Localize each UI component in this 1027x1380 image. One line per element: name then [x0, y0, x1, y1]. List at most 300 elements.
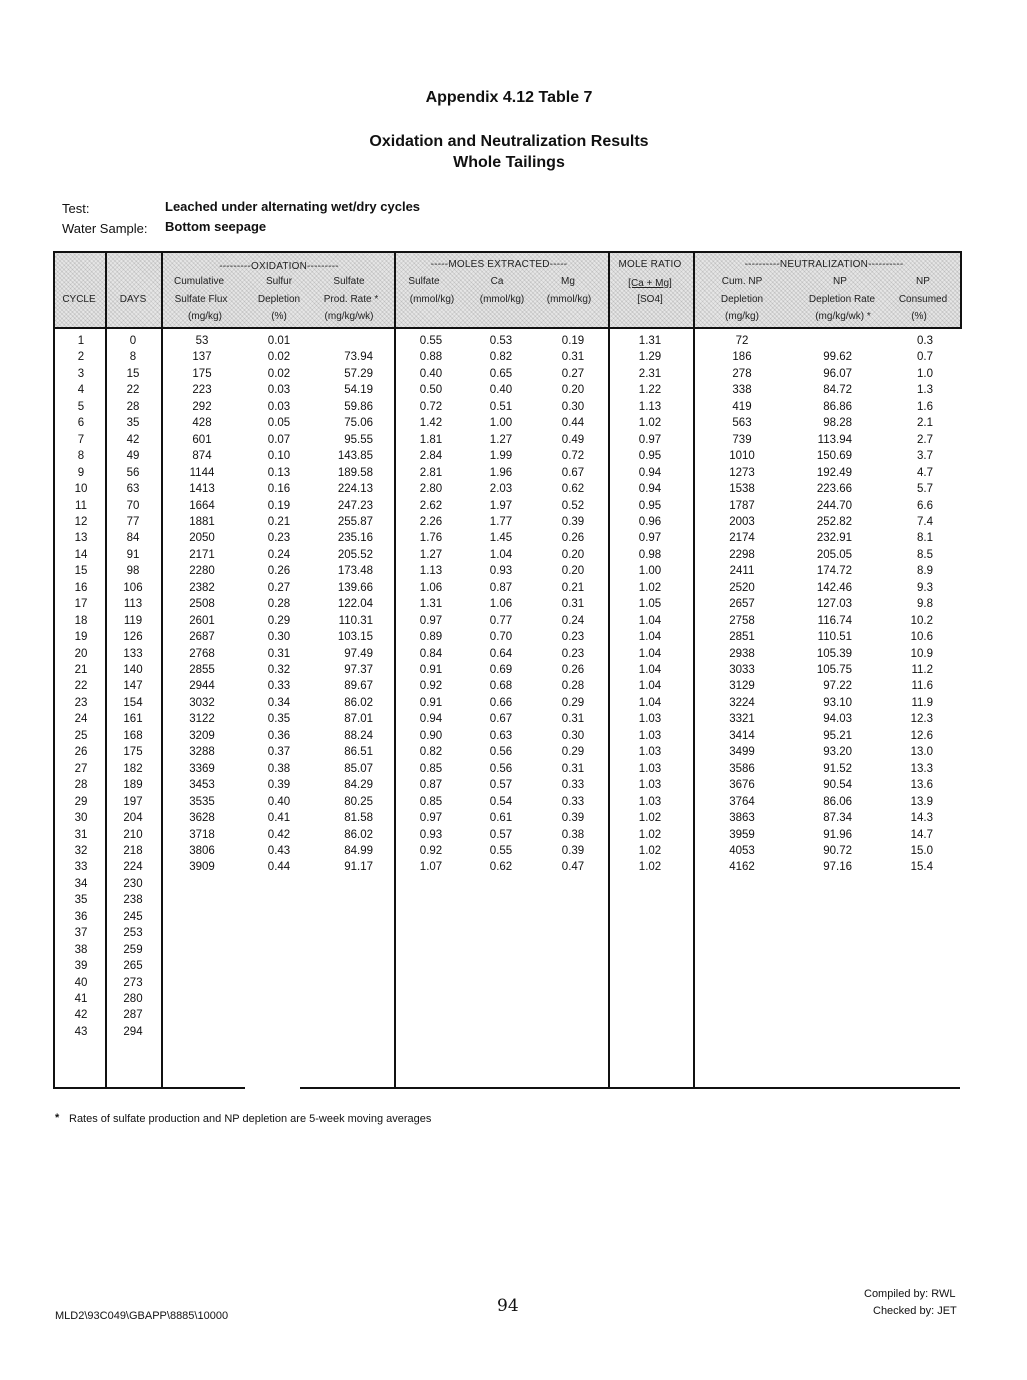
cell-moles-mg: 0.33 [561, 779, 585, 792]
cell-moles-ca: 0.67 [489, 713, 513, 726]
cell-cum-sulfate-flux: 2171 [189, 548, 215, 561]
cell-np-depletion-rate: 223.66 [816, 483, 852, 496]
cell-sulfate-prod-rate: 84.99 [344, 844, 373, 857]
cell-sulfur-depletion: 0.02 [267, 367, 291, 380]
cell-np-depletion-rate: 86.06 [823, 795, 852, 808]
cell-sulfate-prod-rate: 89.67 [344, 680, 373, 693]
cell-np-consumed: 11.2 [911, 664, 933, 676]
cell-moles-ca: 0.54 [489, 795, 513, 808]
cell-moles-sulfate: 0.97 [419, 614, 443, 627]
cell-moles-mg: 0.44 [561, 417, 585, 430]
cell-np-consumed: 1.0 [917, 367, 933, 380]
cell-mole-ratio: 1.04 [638, 696, 662, 709]
cell-cycle: 30 [74, 812, 88, 825]
cell-cum-np-depletion: 3499 [729, 746, 755, 759]
table-row [53, 894, 962, 910]
cell-cum-sulfate-flux: 3628 [189, 812, 215, 825]
cell-mole-ratio: 1.13 [638, 400, 662, 413]
col-moles-sulfate-line1: Sulfate [408, 276, 440, 287]
table-row [53, 861, 962, 877]
cell-moles-sulfate: 1.81 [419, 433, 443, 446]
cell-cycle: 41 [74, 993, 88, 1005]
cell-cum-sulfate-flux: 3535 [189, 795, 215, 808]
cell-cycle: 7 [77, 433, 85, 446]
cell-cycle: 10 [74, 483, 88, 496]
cell-sulfate-prod-rate: 189.58 [337, 466, 373, 479]
cell-np-consumed: 13.6 [910, 779, 933, 792]
table-row [53, 713, 962, 729]
cell-cum-np-depletion: 1273 [729, 466, 755, 479]
cell-sulfur-depletion: 0.29 [267, 614, 291, 627]
cell-np-depletion-rate: 97.22 [823, 680, 852, 693]
cell-cum-sulfate-flux: 2280 [189, 565, 215, 578]
table-row [53, 779, 962, 795]
cell-sulfur-depletion: 0.37 [267, 746, 291, 759]
cell-cum-sulfate-flux: 2687 [189, 631, 215, 644]
cell-sulfur-depletion: 0.03 [267, 384, 291, 397]
cell-mole-ratio: 1.04 [638, 631, 662, 644]
cell-moles-mg: 0.67 [561, 466, 585, 479]
appendix-title: Appendix 4.12 Table 7 [425, 89, 593, 106]
cell-mole-ratio: 1.02 [638, 417, 662, 430]
cell-days: 168 [123, 729, 143, 742]
col-ratio-numerator: [Ca + Mg] [628, 278, 672, 289]
header-top-rule [53, 251, 962, 253]
cell-mole-ratio: 1.04 [638, 680, 662, 693]
cell-sulfur-depletion: 0.26 [267, 565, 291, 578]
cell-cum-np-depletion: 278 [732, 367, 752, 380]
cell-cum-sulfate-flux: 1413 [189, 483, 215, 496]
cell-moles-sulfate: 0.97 [419, 812, 443, 825]
table-row [53, 845, 962, 861]
table-row [53, 434, 962, 450]
cell-moles-ca: 0.64 [489, 647, 513, 660]
cell-np-consumed: 11.9 [911, 696, 933, 709]
table-bottom-rule [53, 1087, 245, 1089]
cell-moles-ca: 0.65 [489, 367, 513, 380]
col-moles-mg-line2: (mmol/kg) [546, 294, 592, 305]
cell-cum-np-depletion: 1787 [729, 499, 755, 512]
cell-mole-ratio: 1.03 [638, 762, 662, 775]
cell-moles-mg: 0.39 [561, 515, 585, 528]
cell-days: 133 [123, 647, 143, 660]
cell-cycle: 19 [74, 631, 88, 644]
cell-np-consumed: 15.0 [910, 844, 933, 857]
cell-moles-sulfate: 0.91 [419, 696, 443, 709]
cell-cum-np-depletion: 2411 [729, 565, 755, 578]
cell-cum-np-depletion: 563 [732, 417, 752, 430]
cell-cum-np-depletion: 2851 [729, 631, 755, 644]
cell-moles-sulfate: 0.40 [419, 367, 443, 380]
cell-cum-sulfate-flux: 3122 [189, 713, 215, 726]
cell-cum-sulfate-flux: 3718 [189, 828, 215, 841]
cell-days: 56 [126, 466, 140, 479]
cell-cycle: 20 [74, 647, 88, 660]
cell-moles-sulfate: 0.92 [419, 844, 443, 857]
cell-np-consumed: 1.6 [917, 400, 933, 413]
cell-np-consumed: 9.3 [917, 581, 933, 594]
table-row [53, 993, 962, 1009]
cell-sulfur-depletion: 0.30 [267, 631, 291, 644]
cell-moles-mg: 0.29 [561, 696, 585, 709]
cell-moles-mg: 0.33 [561, 795, 585, 808]
cell-moles-ca: 0.57 [489, 828, 513, 841]
cell-sulfate-prod-rate: 247.23 [337, 499, 373, 512]
cell-sulfate-prod-rate: 87.01 [344, 713, 373, 726]
cell-sulfur-depletion: 0.40 [267, 795, 291, 808]
table-row [53, 927, 962, 943]
cell-cycle: 21 [74, 664, 88, 676]
cell-cycle: 33 [74, 861, 88, 874]
cell-moles-mg: 0.21 [561, 581, 585, 594]
cell-days: 49 [126, 450, 140, 463]
cell-days: 8 [129, 351, 137, 364]
cell-mole-ratio: 0.95 [638, 499, 662, 512]
table-bottom-rule [300, 1087, 960, 1089]
cell-moles-sulfate: 0.85 [419, 762, 443, 775]
cell-sulfur-depletion: 0.39 [267, 779, 291, 792]
table-row [53, 549, 962, 565]
cell-sulfate-prod-rate: 91.17 [344, 861, 373, 874]
table-row [53, 960, 962, 976]
cell-cum-sulfate-flux: 428 [192, 417, 212, 430]
cell-sulfate-prod-rate: 81.58 [344, 812, 373, 825]
col-sulfate-prod-unit: (mg/kg/wk) [324, 311, 374, 322]
table-row [53, 878, 962, 894]
cell-np-depletion-rate: 113.94 [817, 433, 852, 446]
cell-moles-mg: 0.49 [561, 433, 585, 446]
cell-sulfate-prod-rate: 205.52 [337, 548, 373, 561]
cell-mole-ratio: 1.04 [638, 614, 662, 627]
col-cum-sulfate-line1: Cumulative [173, 276, 225, 287]
cell-cycle: 34 [74, 877, 88, 890]
cell-moles-sulfate: 0.50 [419, 384, 443, 397]
table-row [53, 796, 962, 812]
cell-days: 280 [123, 993, 143, 1005]
cell-days: 119 [123, 614, 143, 627]
cell-moles-mg: 0.39 [561, 844, 585, 857]
cell-days: 287 [123, 1009, 143, 1022]
cell-np-depletion-rate: 105.75 [816, 664, 852, 676]
cell-cycle: 4 [77, 384, 85, 397]
cell-cum-np-depletion: 3959 [729, 828, 755, 841]
footnote-marker: * [55, 1112, 60, 1124]
cell-mole-ratio: 1.04 [638, 664, 662, 676]
cell-cum-np-depletion: 4053 [729, 844, 755, 857]
cell-days: 189 [123, 779, 143, 792]
cell-cum-sulfate-flux: 223 [192, 384, 212, 397]
cell-np-depletion-rate: 90.72 [823, 844, 852, 857]
cell-cycle: 35 [74, 894, 88, 907]
footnote-text: Rates of sulfate production and NP depletion are 5-week moving averages [69, 1113, 432, 1125]
cell-np-depletion-rate: 94.03 [823, 713, 852, 726]
cell-cum-np-depletion: 2657 [729, 598, 755, 611]
cell-cycle: 17 [74, 598, 88, 611]
table-row [53, 1009, 962, 1025]
cell-np-consumed: 14.3 [910, 812, 933, 825]
cell-cum-sulfate-flux: 3369 [189, 762, 215, 775]
cell-cycle: 3 [77, 367, 85, 380]
cell-cycle: 38 [74, 943, 88, 956]
cell-cum-np-depletion: 2758 [729, 614, 755, 627]
cell-moles-mg: 0.72 [561, 450, 585, 463]
cell-mole-ratio: 1.05 [638, 598, 662, 611]
header-bottom-rule [53, 327, 962, 329]
cell-sulfur-depletion: 0.32 [267, 664, 291, 676]
cell-days: 204 [123, 812, 143, 825]
cell-days: 77 [126, 515, 140, 528]
cell-np-consumed: 10.6 [910, 631, 933, 644]
checked-by: Checked by: JET [873, 1305, 957, 1317]
group-mole-ratio: MOLE RATIO [618, 259, 682, 270]
cell-sulfur-depletion: 0.13 [267, 466, 291, 479]
cell-sulfur-depletion: 0.05 [267, 417, 291, 430]
cell-sulfur-depletion: 0.03 [267, 400, 291, 413]
test-value: Leached under alternating wet/dry cycles [165, 199, 421, 214]
cell-days: 35 [126, 417, 140, 430]
cell-sulfur-depletion: 0.24 [267, 548, 291, 561]
cell-cycle: 13 [74, 532, 88, 545]
table-row [53, 598, 962, 614]
cell-np-depletion-rate: 95.21 [823, 729, 852, 742]
cell-moles-mg: 0.27 [561, 367, 585, 380]
cell-moles-sulfate: 1.06 [419, 581, 443, 594]
cell-cum-np-depletion: 338 [732, 384, 752, 397]
cell-np-depletion-rate: 98.28 [823, 417, 852, 430]
cell-days: 175 [123, 746, 143, 759]
cell-moles-ca: 0.77 [489, 614, 513, 627]
table-row [53, 944, 962, 960]
cell-days: 230 [123, 877, 143, 890]
cell-cycle: 24 [74, 713, 88, 726]
cell-moles-ca: 0.69 [489, 664, 513, 676]
cell-days: 42 [126, 433, 140, 446]
table-row [53, 763, 962, 779]
cell-moles-sulfate: 0.91 [419, 664, 443, 676]
cell-cycle: 12 [74, 515, 88, 528]
cell-moles-ca: 0.55 [489, 844, 513, 857]
cell-cum-sulfate-flux: 2768 [189, 647, 215, 660]
cell-moles-ca: 1.77 [489, 515, 513, 528]
cell-np-consumed: 2.7 [917, 433, 933, 446]
cell-cycle: 28 [74, 779, 88, 792]
cell-mole-ratio: 1.03 [638, 713, 662, 726]
cell-sulfate-prod-rate: 86.02 [344, 828, 373, 841]
cell-moles-ca: 0.53 [489, 335, 513, 347]
cell-moles-ca: 0.40 [489, 384, 513, 397]
cell-np-depletion-rate: 91.52 [823, 762, 852, 775]
cell-np-consumed: 13.0 [910, 746, 933, 759]
cell-np-depletion-rate: 97.16 [823, 861, 852, 874]
cell-cum-np-depletion: 3033 [729, 664, 755, 676]
cell-np-consumed: 4.7 [917, 466, 933, 479]
cell-mole-ratio: 0.95 [638, 450, 662, 463]
table-row [53, 697, 962, 713]
cell-sulfate-prod-rate: 139.66 [337, 581, 373, 594]
cell-np-consumed: 10.9 [910, 647, 933, 660]
cell-moles-ca: 1.97 [489, 499, 513, 512]
cell-moles-ca: 1.04 [489, 548, 513, 561]
col-moles-sulfate-line2: (mmol/kg) [409, 294, 455, 305]
cell-cum-np-depletion: 1010 [729, 450, 755, 463]
cell-cum-np-depletion: 186 [732, 351, 752, 364]
cell-cum-sulfate-flux: 2855 [189, 664, 215, 676]
cell-cum-np-depletion: 72 [735, 335, 749, 347]
table-row [53, 335, 962, 351]
table-row [53, 631, 962, 647]
cell-sulfur-depletion: 0.35 [267, 713, 291, 726]
cell-moles-sulfate: 0.88 [419, 351, 443, 364]
compiled-by: Compiled by: RWL [864, 1288, 956, 1300]
cell-moles-sulfate: 1.76 [419, 532, 443, 545]
cell-cycle: 43 [74, 1025, 88, 1038]
cell-cum-np-depletion: 3224 [729, 696, 755, 709]
cell-sulfur-depletion: 0.02 [267, 351, 291, 364]
test-label: Test: [62, 201, 90, 216]
cell-cycle: 42 [74, 1009, 88, 1022]
cell-days: 259 [123, 943, 143, 956]
cell-moles-mg: 0.31 [561, 762, 585, 775]
cell-moles-sulfate: 1.07 [419, 861, 443, 874]
cell-sulfate-prod-rate: 57.29 [344, 367, 373, 380]
cell-moles-ca: 0.62 [489, 861, 513, 874]
col-cum-np-line1: Cum. NP [721, 276, 763, 287]
cell-moles-ca: 1.99 [489, 450, 513, 463]
cell-cycle: 25 [74, 729, 88, 742]
cell-moles-mg: 0.30 [561, 400, 585, 413]
cell-days: 140 [123, 664, 143, 676]
cell-mole-ratio: 0.96 [638, 515, 662, 528]
cell-cycle: 40 [74, 976, 88, 989]
cell-moles-sulfate: 2.26 [419, 515, 443, 528]
cell-sulfate-prod-rate: 59.86 [344, 400, 373, 413]
cell-days: 294 [123, 1025, 143, 1038]
cell-moles-sulfate: 0.55 [419, 335, 443, 347]
cell-cum-np-depletion: 4162 [729, 861, 755, 874]
cell-cycle: 14 [74, 548, 88, 561]
cell-sulfur-depletion: 0.07 [267, 433, 291, 446]
cell-moles-sulfate: 0.82 [419, 746, 443, 759]
table-row [53, 746, 962, 762]
cell-np-consumed: 9.8 [917, 598, 933, 611]
cell-cycle: 2 [77, 351, 85, 364]
results-table [53, 251, 962, 1091]
cell-moles-ca: 0.51 [489, 400, 513, 413]
cell-sulfate-prod-rate: 143.85 [337, 450, 373, 463]
cell-np-depletion-rate: 87.34 [823, 812, 852, 825]
cell-moles-ca: 1.00 [489, 417, 513, 430]
cell-mole-ratio: 2.31 [638, 367, 662, 380]
cell-moles-ca: 0.66 [489, 696, 513, 709]
cell-cum-np-depletion: 1538 [729, 483, 755, 496]
cell-np-consumed: 6.6 [917, 499, 933, 512]
cell-days: 22 [126, 384, 140, 397]
cell-cum-sulfate-flux: 3909 [189, 861, 215, 874]
cell-sulfate-prod-rate: 73.94 [344, 351, 373, 364]
col-cum-sulfate-line2: Sulfate Flux [174, 294, 228, 305]
cell-moles-ca: 0.56 [489, 762, 513, 775]
cell-days: 210 [123, 828, 143, 841]
cell-np-consumed: 8.1 [917, 532, 933, 545]
cell-sulfur-depletion: 0.28 [267, 598, 291, 611]
cell-sulfur-depletion: 0.43 [267, 844, 291, 857]
cell-moles-ca: 0.68 [489, 680, 513, 693]
cell-moles-mg: 0.31 [561, 598, 585, 611]
cell-sulfur-depletion: 0.38 [267, 762, 291, 775]
cell-mole-ratio: 1.04 [638, 647, 662, 660]
cell-moles-mg: 0.47 [561, 861, 585, 874]
cell-mole-ratio: 1.31 [638, 335, 662, 347]
cell-days: 224 [123, 861, 143, 874]
col-sulfur-depletion-line2: Depletion [257, 294, 301, 305]
cell-sulfate-prod-rate: 173.48 [337, 565, 373, 578]
cell-days: 28 [126, 400, 140, 413]
col-sulfate-prod-line2: Prod. Rate * [323, 294, 379, 305]
table-row [53, 532, 962, 548]
cell-sulfur-depletion: 0.41 [267, 812, 291, 825]
table-row [53, 467, 962, 483]
cell-mole-ratio: 1.29 [638, 351, 662, 364]
cell-sulfate-prod-rate: 75.06 [344, 417, 373, 430]
cell-days: 70 [126, 499, 140, 512]
cell-days: 113 [123, 598, 143, 611]
cell-moles-sulfate: 0.85 [419, 795, 443, 808]
cell-moles-mg: 0.20 [561, 565, 585, 578]
col-np-consumed-unit: (%) [911, 311, 927, 322]
table-row [53, 812, 962, 828]
cell-days: 161 [123, 713, 143, 726]
group-moles-extracted: -----MOLES EXTRACTED----- [430, 259, 568, 270]
col-cum-np-line2: Depletion [720, 294, 764, 305]
cell-cum-sulfate-flux: 874 [192, 450, 212, 463]
cell-cum-sulfate-flux: 3209 [189, 729, 215, 742]
cell-np-consumed: 7.4 [917, 515, 933, 528]
cell-moles-sulfate: 0.90 [419, 729, 443, 742]
cell-np-consumed: 2.1 [917, 417, 933, 430]
col-cum-np-unit: (mg/kg) [725, 311, 759, 322]
cell-mole-ratio: 1.02 [638, 812, 662, 825]
col-sulfate-prod-line1: Sulfate [333, 276, 365, 287]
cell-mole-ratio: 1.03 [638, 746, 662, 759]
cell-sulfate-prod-rate: 95.55 [344, 433, 373, 446]
cell-cum-sulfate-flux: 1881 [189, 515, 215, 528]
cell-moles-mg: 0.39 [561, 812, 585, 825]
cell-cycle: 11 [75, 499, 87, 512]
cell-days: 147 [123, 680, 143, 693]
cell-moles-mg: 0.62 [561, 483, 585, 496]
cell-sulfate-prod-rate: 54.19 [344, 384, 373, 397]
cell-moles-sulfate: 1.27 [419, 548, 443, 561]
cell-np-consumed: 5.7 [917, 483, 933, 496]
cell-days: 273 [123, 976, 143, 989]
cell-sulfur-depletion: 0.10 [267, 450, 291, 463]
cell-moles-sulfate: 0.72 [419, 400, 443, 413]
cell-moles-mg: 0.20 [561, 384, 585, 397]
table-row [53, 730, 962, 746]
cell-sulfate-prod-rate: 224.13 [337, 483, 373, 496]
cell-cum-np-depletion: 419 [732, 400, 752, 413]
cell-cum-np-depletion: 739 [732, 433, 752, 446]
cell-np-depletion-rate: 205.05 [816, 548, 852, 561]
cell-moles-mg: 0.31 [561, 351, 585, 364]
cell-moles-ca: 0.57 [489, 779, 513, 792]
cell-moles-mg: 0.24 [561, 614, 585, 627]
cell-days: 238 [123, 894, 143, 907]
cell-np-depletion-rate: 174.72 [816, 565, 852, 578]
col-np-consumed-line1: NP [916, 276, 930, 287]
cell-moles-ca: 0.82 [489, 351, 513, 364]
cell-np-consumed: 8.9 [917, 565, 933, 578]
